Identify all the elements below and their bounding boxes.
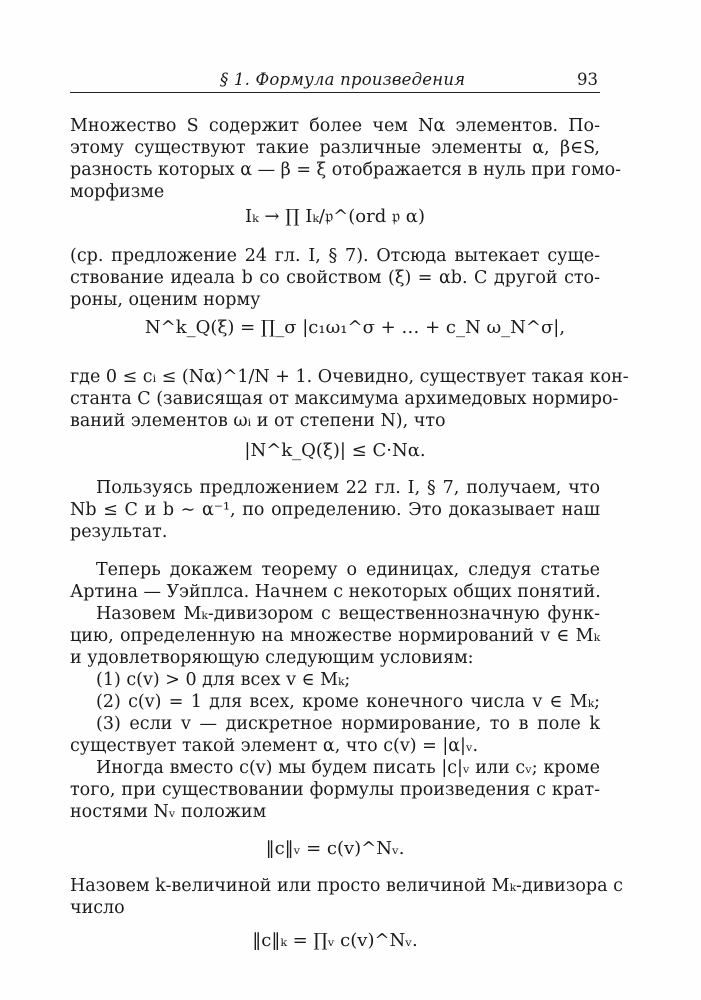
text-line: Nb ≤ C и b ∼ α⁻¹, по определению. Это доказывает наш [70,500,600,520]
text-line: разность которых α — β = ξ отображается в нуль при гомо- [70,160,622,180]
text-line: станта C (зависящая от максимума архимедовых нормиро- [70,389,619,409]
text-line: того, при существовании формулы произведения с крат- [70,780,600,800]
text-line: число [70,898,125,918]
formula-divisor-v: ‖c‖ᵥ = c(v)^Nᵥ. [265,838,405,859]
text-line: Множество S содержит более чем Nα элементов. По- [70,116,600,136]
text-line: существует такой элемент α, что c(v) = |α|ᵥ. [70,736,479,756]
formula-homomorphism: Iₖ → ∏ Iₖ/𝔭^(ord 𝔭 α) [245,206,425,227]
condition-2: (2) c(v) = 1 для всех, кроме конечного числа v ∈ Mₖ; [96,692,600,712]
text-line: этому существуют такие различные элементы α, β∈S, [70,138,600,158]
formula-norm-bound: |N^k_Q(ξ)| ≤ C·Nα. [244,440,426,461]
formula-norm: N^k_Q(ξ) = ∏_σ |c₁ω₁^σ + … + c_N ω_N^σ|, [144,317,566,338]
formula-divisor-k: ‖c‖ₖ = ∏ᵥ c(v)^Nᵥ. [252,930,418,951]
text-line: Артина — Уэйплса. Начнем с некоторых общих понятий. [70,582,601,602]
text-line: Назовем k-величиной или просто величиной Mₖ-дивизора c [70,876,623,896]
page-number: 93 [577,70,598,89]
text-line: Назовем Mₖ-дивизором c вещественнозначную функ- [96,604,600,624]
text-line: где 0 ≤ cᵢ ≤ (Nα)^1/N + 1. Очевидно, существует такая кон- [70,367,629,387]
text-line: цию, определенную на множестве нормирований v ∈ Mₖ [70,626,600,646]
text-line: морфизме [70,182,165,202]
text-line: ствование идеала b со свойством (ξ) = αb. С другой сто- [70,268,600,288]
text-line: (ср. предложение 24 гл. I, § 7). Отсюда вытекает суще- [70,246,600,266]
text-line: и удовлетворяющую следующим условиям: [70,648,474,668]
running-header [70,68,600,93]
text-line: Теперь докажем теорему о единицах, следуя статье [96,560,600,580]
header-title: § 1. Формула произведения [220,70,466,89]
text-line: роны, оценим норму [70,290,261,310]
text-line: Иногда вместо c(v) мы будем писать |c|ᵥ или cᵥ; кроме [96,758,600,778]
text-line: ваний элементов ωᵢ и от степени N), что [70,411,446,431]
text-line: Пользуясь предложением 22 гл. I, § 7, получаем, что [96,478,600,498]
text-line: результат. [70,522,168,542]
text-line: ностями Nᵥ положим [70,802,267,822]
condition-3: (3) если v — дискретное нормирование, то в поле k [96,714,600,734]
condition-1: (1) c(v) > 0 для всех v ∈ Mₖ; [96,670,351,690]
